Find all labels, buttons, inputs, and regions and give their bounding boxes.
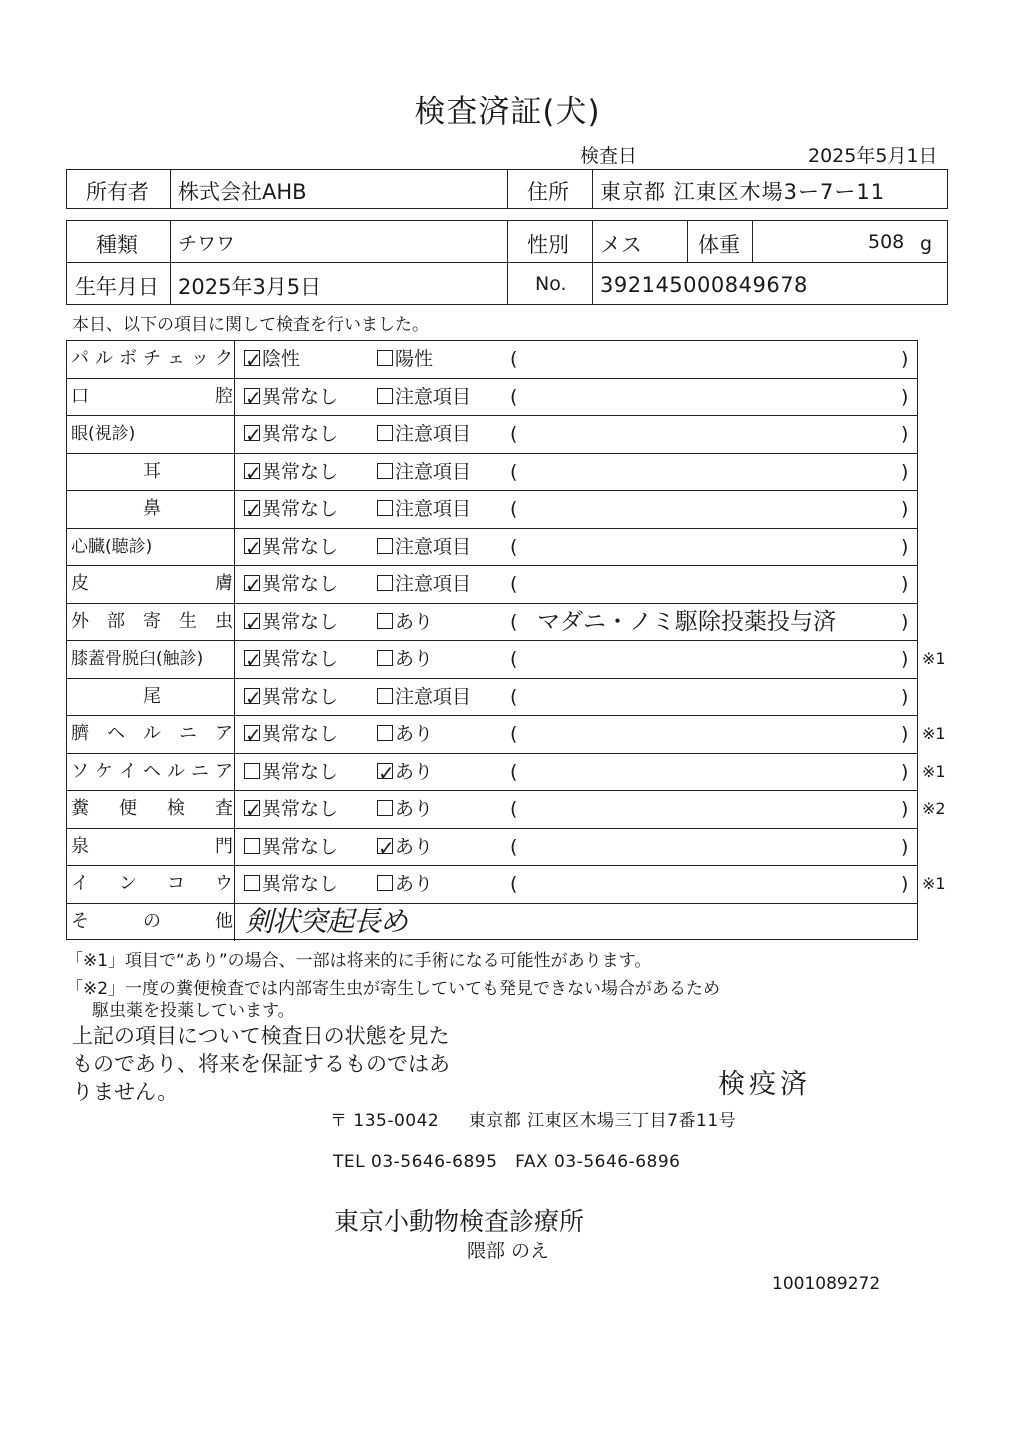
option-label: 異常なし bbox=[262, 385, 339, 408]
exam-date-label: 検査日 bbox=[580, 145, 638, 167]
option-label: 異常なし bbox=[262, 610, 339, 633]
exam-row: 膝蓋骨脱臼(触診) ✓ 異常なし あり ( ) bbox=[67, 641, 917, 679]
exam-item-name: 糞 便 検 査 bbox=[71, 798, 233, 819]
option-label: 注意項目 bbox=[395, 460, 472, 483]
footnote-2: 「※2」一度の糞便検査では内部寄生虫が寄生していても発見できない場合があるため bbox=[66, 979, 721, 999]
option-normal[interactable] bbox=[244, 716, 338, 752]
checked-box-icon[interactable] bbox=[244, 725, 260, 741]
option-abnormal[interactable] bbox=[377, 341, 433, 377]
exam-row: ソ ケ イ ヘ ル ニ ア 異常なし ✓ あり ( ) bbox=[67, 754, 917, 792]
checkbox-icon[interactable] bbox=[377, 650, 393, 666]
option-abnormal[interactable] bbox=[377, 491, 471, 527]
handwritten-note: 剣状突起長め bbox=[245, 904, 408, 938]
checkbox-icon[interactable] bbox=[377, 875, 393, 891]
exam-item-name: 皮 膚 bbox=[71, 573, 233, 594]
option-label: 異常なし bbox=[262, 685, 339, 708]
quarantine-stamp: 検疫済 bbox=[718, 1069, 811, 1100]
option-abnormal[interactable] bbox=[377, 529, 471, 565]
exam-row: 尾 ✓ 異常なし 注意項目 ( ) bbox=[67, 679, 917, 717]
checkbox-icon[interactable] bbox=[377, 688, 393, 704]
page-title: 検査済証(犬) bbox=[414, 94, 601, 130]
option-label: 注意項目 bbox=[395, 535, 472, 558]
exam-row: 鼻 ✓ 異常なし 注意項目 ( ) bbox=[67, 491, 917, 529]
weight-unit: g bbox=[920, 233, 933, 255]
option-abnormal[interactable] bbox=[377, 716, 433, 752]
option-normal[interactable] bbox=[244, 529, 338, 565]
owner-label: 所有者 bbox=[86, 180, 149, 204]
option-normal[interactable] bbox=[244, 866, 338, 902]
exam-row: 臍 ヘ ル ニ ア ✓ 異常なし あり ( ) bbox=[67, 716, 917, 754]
option-normal[interactable] bbox=[244, 641, 338, 677]
option-label: 異常なし bbox=[262, 423, 339, 445]
option-abnormal[interactable] bbox=[377, 604, 433, 640]
tel: TEL 03-5646-6895 bbox=[333, 1152, 498, 1172]
exam-item-name: 膝蓋骨脱臼(触診) bbox=[71, 649, 204, 669]
checkbox-icon[interactable] bbox=[377, 350, 393, 366]
contact-line bbox=[333, 1152, 680, 1172]
checkbox-icon[interactable] bbox=[244, 875, 260, 891]
exam-item-name: イ ン コ ウ bbox=[71, 873, 233, 894]
option-label: 陽性 bbox=[395, 348, 434, 370]
option-label: 異常なし bbox=[262, 460, 339, 483]
postal-code: 〒 135-0042 bbox=[330, 1111, 440, 1131]
option-abnormal[interactable] bbox=[377, 829, 433, 865]
exam-row: 糞 便 検 査 ✓ 異常なし あり ( ) bbox=[67, 791, 917, 829]
exam-note: マダニ・ノミ駆除投薬投与済 bbox=[537, 608, 836, 635]
option-abnormal[interactable] bbox=[377, 679, 471, 715]
exam-item-name: 眼(視診) bbox=[71, 424, 136, 444]
option-abnormal[interactable] bbox=[377, 866, 433, 902]
footnote-1: 「※1」項目で“あり”の場合、一部は将来的に手術になる可能性があります。 bbox=[66, 951, 652, 971]
serial-number: 1001089272 bbox=[772, 1274, 881, 1294]
option-label: 陰性 bbox=[262, 348, 301, 370]
option-normal[interactable] bbox=[244, 341, 300, 377]
option-normal[interactable] bbox=[244, 491, 338, 527]
option-label: 注意項目 bbox=[395, 423, 472, 445]
option-normal[interactable] bbox=[244, 604, 338, 640]
breed-value: チワワ bbox=[178, 233, 236, 255]
exam-row: 耳 ✓ 異常なし 注意項目 ( ) bbox=[67, 454, 917, 492]
clinic-address: 東京都 江東区木場三丁目7番11号 bbox=[468, 1111, 737, 1131]
option-label: あり bbox=[395, 610, 434, 633]
exam-row: 眼(視診) ✓ 異常なし 注意項目 ( ) bbox=[67, 416, 917, 454]
footnote-2-continued: 駆虫薬を投薬しています。 bbox=[92, 1001, 295, 1021]
option-label: あり bbox=[395, 873, 434, 895]
option-abnormal[interactable] bbox=[377, 566, 471, 602]
checked-box-icon[interactable] bbox=[244, 463, 260, 479]
checked-box-icon[interactable] bbox=[244, 688, 260, 704]
address-value: 東京都 江東区木場3ー7ー11 bbox=[600, 180, 886, 204]
footnote-mark: ※1 bbox=[922, 724, 946, 743]
checked-box-icon[interactable] bbox=[377, 838, 393, 854]
intro-text: 本日、以下の項目に関して検査を行いました。 bbox=[72, 315, 429, 335]
checkbox-icon[interactable] bbox=[244, 838, 260, 854]
checkbox-icon[interactable] bbox=[377, 575, 393, 591]
option-normal[interactable] bbox=[244, 679, 338, 715]
option-label: 注意項目 bbox=[395, 573, 472, 595]
checkbox-icon[interactable] bbox=[377, 425, 393, 441]
option-abnormal[interactable] bbox=[377, 791, 433, 827]
exam-row: 口 腔 ✓ 異常なし 注意項目 ( ) bbox=[67, 379, 917, 417]
exam-item-name: 外 部 寄 生 虫 bbox=[71, 610, 233, 632]
weight-label: 体重 bbox=[698, 233, 740, 257]
checked-box-icon[interactable] bbox=[244, 350, 260, 366]
checked-box-icon[interactable] bbox=[244, 388, 260, 404]
clinic-name: 東京小動物検査診療所 bbox=[334, 1207, 585, 1236]
checked-box-icon[interactable] bbox=[244, 613, 260, 629]
exam-row: パ ル ボ チ ェ ッ ク ✓ 陰性 陽性 ( ) bbox=[67, 341, 917, 379]
option-label: 注意項目 bbox=[395, 685, 472, 708]
checkbox-icon[interactable] bbox=[377, 800, 393, 816]
checkbox-icon[interactable] bbox=[377, 463, 393, 479]
option-label: 異常なし bbox=[262, 648, 339, 670]
checkbox-icon[interactable] bbox=[377, 725, 393, 741]
birth-label: 生年月日 bbox=[75, 275, 159, 299]
exam-row: 皮 膚 ✓ 異常なし 注意項目 ( ) bbox=[67, 566, 917, 604]
option-label: 異常なし bbox=[262, 873, 339, 895]
option-abnormal[interactable] bbox=[377, 641, 433, 677]
sex-value: メス bbox=[600, 233, 642, 257]
option-normal[interactable] bbox=[244, 454, 338, 490]
no-label: No. bbox=[535, 273, 567, 295]
breed-label: 種類 bbox=[96, 233, 138, 257]
exam-item-name: 心臓(聴診) bbox=[71, 536, 153, 557]
option-label: あり bbox=[395, 760, 434, 783]
option-abnormal[interactable] bbox=[377, 754, 433, 790]
option-label: あり bbox=[395, 648, 434, 670]
option-normal[interactable] bbox=[244, 379, 338, 415]
exam-table bbox=[66, 340, 918, 940]
sex-label: 性別 bbox=[527, 233, 569, 257]
option-label: あり bbox=[395, 798, 434, 820]
option-normal[interactable] bbox=[244, 829, 338, 865]
option-normal[interactable] bbox=[244, 791, 338, 827]
exam-row: 外 部 寄 生 虫 ✓ 異常なし あり ( ) マダニ・ノミ駆除投薬投与済 bbox=[67, 604, 917, 642]
option-label: あり bbox=[395, 835, 434, 858]
option-abnormal[interactable] bbox=[377, 379, 471, 415]
footnote-mark: ※2 bbox=[922, 799, 946, 818]
option-label: 注意項目 bbox=[395, 385, 472, 408]
clinic-address-line bbox=[330, 1106, 736, 1131]
exam-item-name: 臍 ヘ ル ニ ア bbox=[71, 723, 233, 744]
option-abnormal[interactable] bbox=[377, 454, 471, 490]
checkbox-icon[interactable] bbox=[377, 388, 393, 404]
exam-row: 泉 門 異常なし ✓ あり ( ) bbox=[67, 829, 917, 867]
checked-box-icon[interactable] bbox=[244, 500, 260, 516]
option-label: 異常なし bbox=[262, 573, 339, 595]
option-normal[interactable] bbox=[244, 754, 338, 790]
exam-item-name: 鼻 bbox=[143, 498, 161, 519]
checkbox-icon[interactable] bbox=[377, 538, 393, 554]
checked-box-icon[interactable] bbox=[244, 800, 260, 816]
vet-name: 隈部 のえ bbox=[467, 1240, 550, 1262]
exam-item-name: 耳 bbox=[143, 460, 161, 482]
checked-box-icon[interactable] bbox=[244, 650, 260, 666]
option-label: 異常なし bbox=[262, 535, 339, 558]
exam-date-value: 2025年5月1日 bbox=[808, 145, 938, 167]
exam-item-name: ソ ケ イ ヘ ル ニ ア bbox=[71, 760, 233, 782]
option-label: 異常なし bbox=[262, 760, 339, 783]
checked-box-icon[interactable] bbox=[244, 575, 260, 591]
checkbox-icon[interactable] bbox=[377, 500, 393, 516]
footnote-mark: ※1 bbox=[922, 649, 946, 668]
owner-value: 株式会社AHB bbox=[178, 180, 307, 204]
exam-row: 心臓(聴診) ✓ 異常なし 注意項目 ( ) bbox=[67, 529, 917, 567]
exam-item-name: パ ル ボ チ ェ ッ ク bbox=[71, 348, 233, 369]
option-normal[interactable] bbox=[244, 566, 338, 602]
fax: FAX 03-5646-6896 bbox=[515, 1152, 681, 1172]
exam-row: イ ン コ ウ 異常なし あり ( ) bbox=[67, 866, 917, 904]
option-label: 異常なし bbox=[262, 498, 339, 520]
option-label: 異常なし bbox=[262, 798, 339, 820]
exam-item-name: そ の 他 bbox=[71, 910, 233, 932]
exam-item-name: 泉 門 bbox=[71, 835, 233, 857]
checked-box-icon[interactable] bbox=[244, 538, 260, 554]
weight-value: 508 bbox=[868, 231, 905, 253]
checked-box-icon[interactable] bbox=[377, 763, 393, 779]
footnote-mark: ※1 bbox=[922, 874, 946, 893]
option-label: 異常なし bbox=[262, 835, 339, 858]
option-label: 注意項目 bbox=[395, 498, 472, 520]
no-value: 392145000849678 bbox=[600, 273, 808, 297]
option-label: あり bbox=[395, 723, 434, 745]
checkbox-icon[interactable] bbox=[377, 613, 393, 629]
checkbox-icon[interactable] bbox=[244, 763, 260, 779]
exam-row-other bbox=[67, 904, 917, 942]
footnote-mark: ※1 bbox=[922, 761, 946, 781]
checked-box-icon[interactable] bbox=[244, 425, 260, 441]
option-normal[interactable] bbox=[244, 416, 338, 452]
address-label: 住所 bbox=[527, 180, 569, 204]
option-abnormal[interactable] bbox=[377, 416, 471, 452]
birth-value: 2025年3月5日 bbox=[178, 275, 322, 299]
exam-item-name: 口 腔 bbox=[71, 385, 233, 407]
disclaimer: 上記の項目について検査日の状態を見たものであり、将来を保証するものではありません。 bbox=[72, 1024, 450, 1104]
exam-item-name: 尾 bbox=[143, 685, 161, 707]
option-label: 異常なし bbox=[262, 723, 339, 745]
